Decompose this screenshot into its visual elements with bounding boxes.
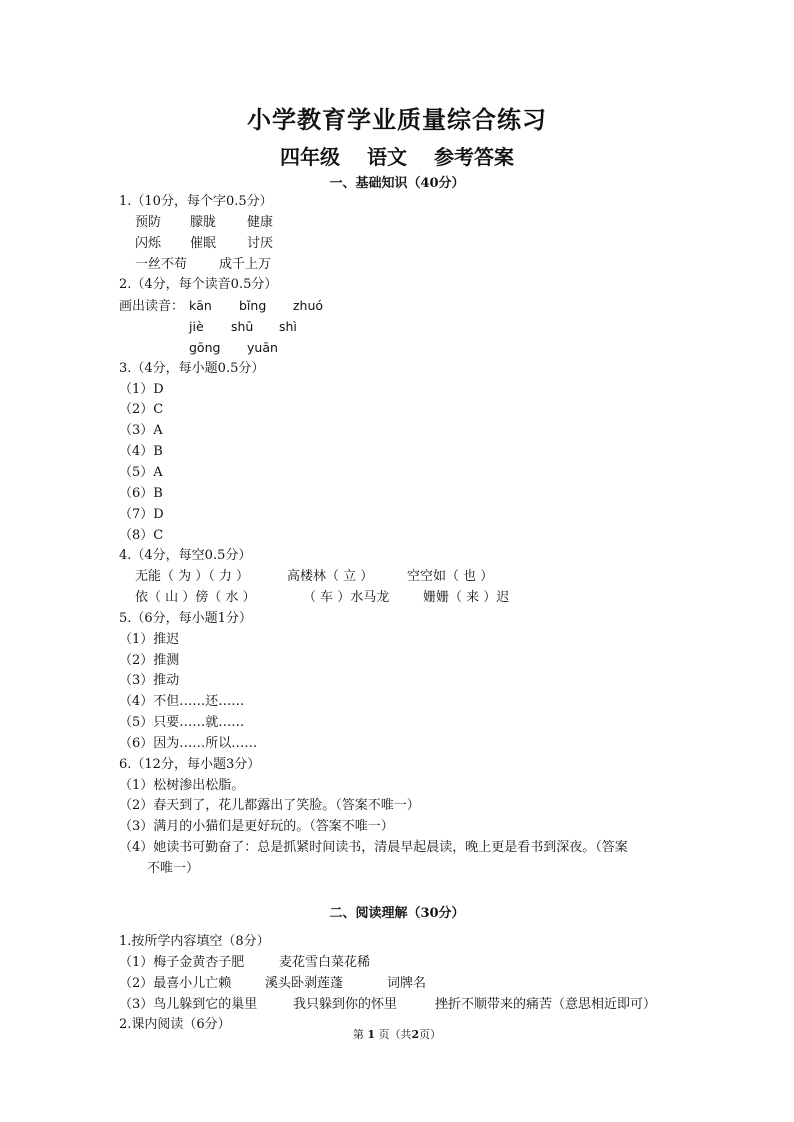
q1-row [119, 213, 689, 234]
footer-total-pages: 2 [411, 1028, 420, 1041]
idiom-answer: 依（ 山 ）傍（ 水 ） [135, 590, 256, 606]
q3-item: （5）A [119, 464, 163, 480]
q2-head: 2.（4分，每个读音0.5分） [119, 277, 278, 293]
idiom-answer: 姗姗（ 来 ）迟 [423, 590, 510, 606]
answer-text: 麦花雪白菜花稀 [279, 954, 371, 970]
q3-head: 3.（4分，每小题0.5分） [119, 360, 265, 376]
q3-item: （3）A [119, 423, 163, 439]
footer-mid: 页（共 [378, 1028, 412, 1041]
answer-text: 词牌名 [387, 975, 427, 991]
answer-word: 预防 [135, 214, 162, 230]
q2-label: 画出读音： [119, 299, 185, 315]
answer-word: 健康 [247, 214, 274, 230]
answer-word: 闪烁 [135, 235, 162, 251]
q1-row [119, 255, 689, 276]
q5-head: 5.（6分，每小题1分） [119, 610, 252, 626]
pinyin: jiè [189, 319, 204, 335]
page-title: 小学教育学业质量综合练习 [247, 106, 547, 134]
pinyin: shì [279, 319, 297, 335]
q3-item: （1）D [119, 381, 164, 397]
idiom-answer: 无能（ 为 ）（ 力 ） [135, 569, 250, 585]
q5-item: （2）推测 [119, 652, 180, 668]
q6-item: （2）春天到了，花儿都露出了笑脸。（答案不唯一） [119, 798, 420, 814]
q6-item: （1）松树渗出松脂。 [119, 777, 245, 793]
section-1-content [119, 192, 689, 880]
q2-row [119, 317, 689, 338]
q6-item: （4）她读书可勤奋了：总是抓紧时间读书，清晨早起晨读，晚上更是看书到深夜。（答案 [119, 840, 628, 856]
footer-page-number: 1 [367, 1028, 375, 1041]
footer-prefix: 第 [352, 1028, 364, 1041]
q3-item: （7）D [119, 506, 164, 522]
s2-q1-row [119, 953, 689, 974]
answer-text: 溪头卧剥莲蓬 [265, 975, 344, 991]
q5-item: （3）推动 [119, 673, 180, 689]
q3-item: （4）B [119, 444, 163, 460]
q1-row [119, 234, 689, 255]
q4-head: 4.（4分，每空0.5分） [119, 548, 252, 564]
q5-item: （4）不但……还…… [119, 694, 245, 710]
q5-item: （6）因为……所以…… [119, 735, 258, 751]
answer-text: 我只躲到你的怀里 [293, 996, 398, 1012]
q5-item: （5）只要……就…… [119, 715, 245, 731]
section-2-content [119, 932, 689, 1036]
s2-q1-row [119, 995, 689, 1016]
pinyin: kān [189, 298, 212, 314]
q6-head: 6.（12分，每小题3分） [119, 756, 261, 772]
q6-item: （3）满月的小猫们是更好玩的。（答案不唯一） [119, 819, 394, 835]
q1-head: 1.（10分，每个字0.5分） [119, 194, 273, 209]
answer-word: 一丝不苟 [135, 256, 188, 272]
answer-text: （1）梅子金黄杏子肥 [119, 954, 245, 970]
q3-item: （8）C [119, 527, 164, 543]
pinyin: gōng [189, 339, 221, 355]
s2-q1-head: 1.按所学内容填空（8分） [119, 934, 270, 949]
answer-text: （2）最喜小儿亡赖 [119, 975, 232, 991]
section-2-title: 二、阅读理解（30分） [329, 906, 465, 921]
answer-word: 成千上万 [219, 256, 272, 272]
subtitle-grade: 四年级 [280, 145, 341, 169]
pinyin: yuān [247, 339, 278, 355]
q4-row [119, 567, 689, 588]
idiom-answer: 空空如（ 也 ） [407, 569, 494, 585]
answer-word: 讨厌 [247, 235, 274, 251]
answer-word: 催眠 [190, 235, 217, 251]
q4-row [119, 588, 689, 609]
s2-q2-head: 2.课内阅读（6分） [119, 1017, 231, 1033]
idiom-answer: 高楼林（ 立 ） [287, 569, 374, 585]
page-subtitle [0, 141, 794, 170]
answer-text: 挫折不顺带来的痛苦（意思相近即可） [435, 996, 657, 1012]
page-footer [0, 1026, 794, 1042]
answer-text: （3）鸟儿躲到它的巢里 [119, 996, 258, 1012]
s2-q1-row [119, 974, 689, 995]
idiom-answer: （ 车 ）水马龙 [303, 590, 390, 606]
subtitle-answer: 参考答案 [433, 145, 514, 169]
subtitle-subject: 语文 [367, 145, 407, 169]
q2-row [119, 338, 689, 359]
section-1-title: 一、基础知识（40分） [329, 176, 465, 191]
q6-item-continuation: 不唯一） [147, 861, 200, 876]
pinyin: shū [231, 319, 254, 335]
footer-suffix: 页） [419, 1028, 442, 1041]
q3-item: （2）C [119, 402, 164, 418]
answer-word: 朦胧 [190, 214, 217, 230]
pinyin: bǐng [239, 298, 267, 314]
q5-item: （1）推迟 [119, 631, 180, 647]
q2-row [119, 296, 689, 317]
pinyin: zhuó [293, 298, 324, 314]
q3-item: （6）B [119, 485, 163, 501]
